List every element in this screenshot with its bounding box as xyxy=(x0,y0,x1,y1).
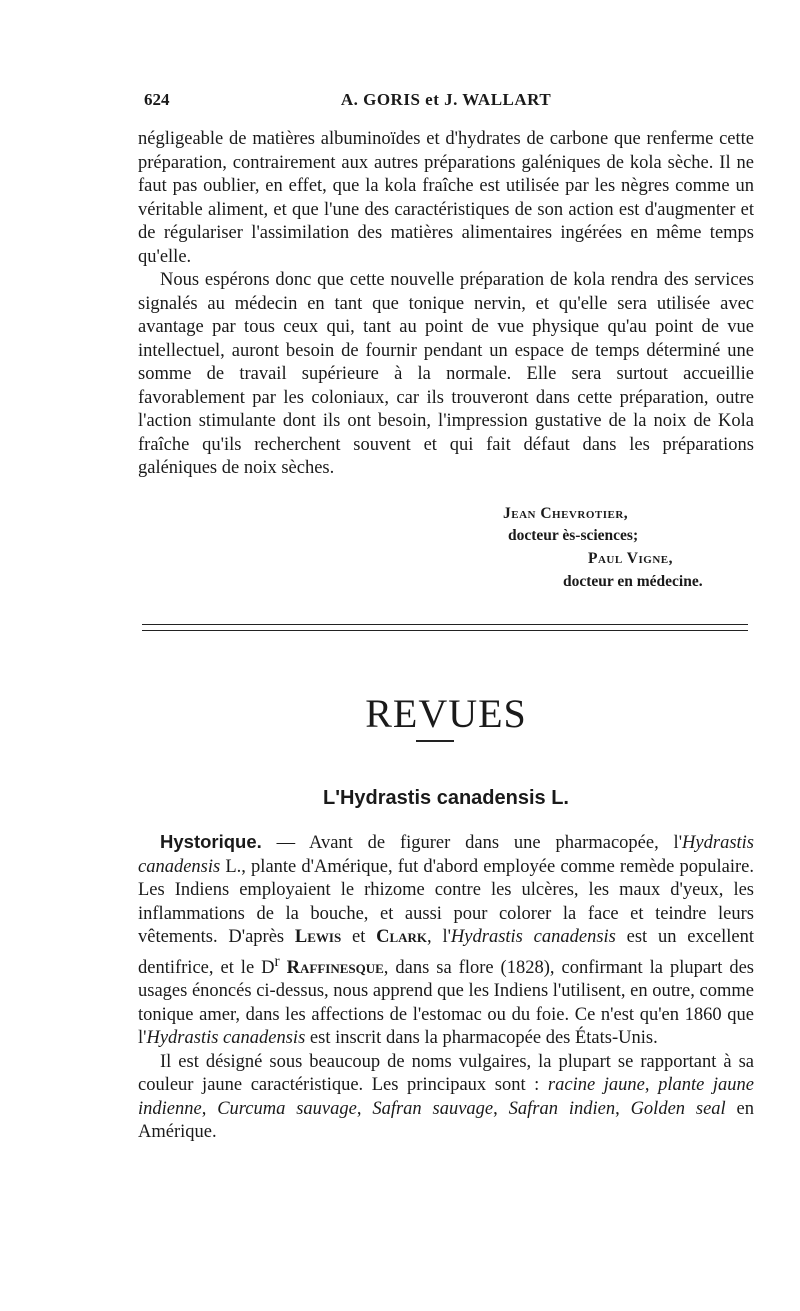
author-reference: Raffinesque xyxy=(286,957,384,978)
section-title: REVUES xyxy=(365,691,527,736)
author-name: Paul Vigne, xyxy=(588,550,673,567)
author-reference: Clark xyxy=(376,927,428,947)
running-title: A. GORIS et J. WALLART xyxy=(340,90,552,109)
article-title: L'Hydrastis canadensis L. xyxy=(323,787,569,809)
divider-rule xyxy=(142,630,748,631)
paragraph: Nous espérons donc que cette nouvelle préparation de kola rendra des services signalés au médecin en tant que tonique nervin, et qu'elle sera utilisée avec avantage par tous ceux qui, tant au point de vue physique qu'au point de vue intellectuel, auront besoin de fournir pendant un espace de temps déterminé une somme de travail supérieure à la normale. Elle sera surtout accueillie favorablement par les coloniaux, car ils trouveront dans cette préparation, outre l'action stimulante dont ils ont besoin, l'impression gustative de la noix de Kola fraîche qu'ils recherchent souvent et qui fait défaut dans les préparations galéniques de noix sèches. xyxy=(138,270,754,478)
author-title: docteur ès-sciences; xyxy=(508,527,639,544)
paragraph: Il est désigné sous beaucoup de noms vulgaires, la plupart se rapportant à sa couleur jaune caractéristique. Les principaux sont : racine jaune, plante jaune indienne, Curcuma sauvage, Safran sauvage, Safran indien, Golden seal en Amérique. xyxy=(138,1051,755,1143)
title-underline xyxy=(416,740,454,742)
paragraph: négligeable de matières albuminoïdes et d'hydrates de carbone que renferme cette préparation, contrairement aux autres préparations galéniques de kola sèche. Il ne faut pas oublier, en effet, que la kola fraîche est utilisée par les nègres comme un véritable aliment, et que l'une des caractéristiques de son action est d'augmenter et de régulariser l'assimilation des matières alimentaires ingérées en même temps qu'elle. xyxy=(138,129,754,267)
upper-body-text xyxy=(138,128,754,481)
divider-rule xyxy=(142,624,748,625)
article-body-text xyxy=(138,830,754,1145)
run-in-heading: Hystorique. xyxy=(160,831,262,852)
paragraph: Hystorique. — Avant de figurer dans une pharmacopée, l'Hydrastis canadensis L., plante d'Amérique, fut d'abord employée comme remède populaire. Les Indiens employaient le rhizome contre les ulcères, les maux d'yeux, les inflammations de la bouche, et aussi pour colorer la face et teindre leurs vêtements. D'après Lewis et Clark, l'Hydrastis canadensis est un excellent dentifrice, et le $D^r$ Raffinesque, dans sa flore (1828), confirmant la plupart des usages énoncés ci-dessus, nous apprend que les Indiens l'utilisent, en outre, comme tonique amer, dans les affections de l'estomac ou du foie. Ce n'est qu'en 1860 que l'Hydrastis canadensis est inscrit dans la pharmacopée des États-Unis. xyxy=(138,831,754,1049)
page-number: 624 xyxy=(144,90,170,109)
author-name: Jean Chevrotier, xyxy=(503,505,629,522)
author-title: docteur en médecine. xyxy=(563,573,703,590)
running-head xyxy=(138,90,754,114)
author-reference: Lewis xyxy=(294,927,342,947)
